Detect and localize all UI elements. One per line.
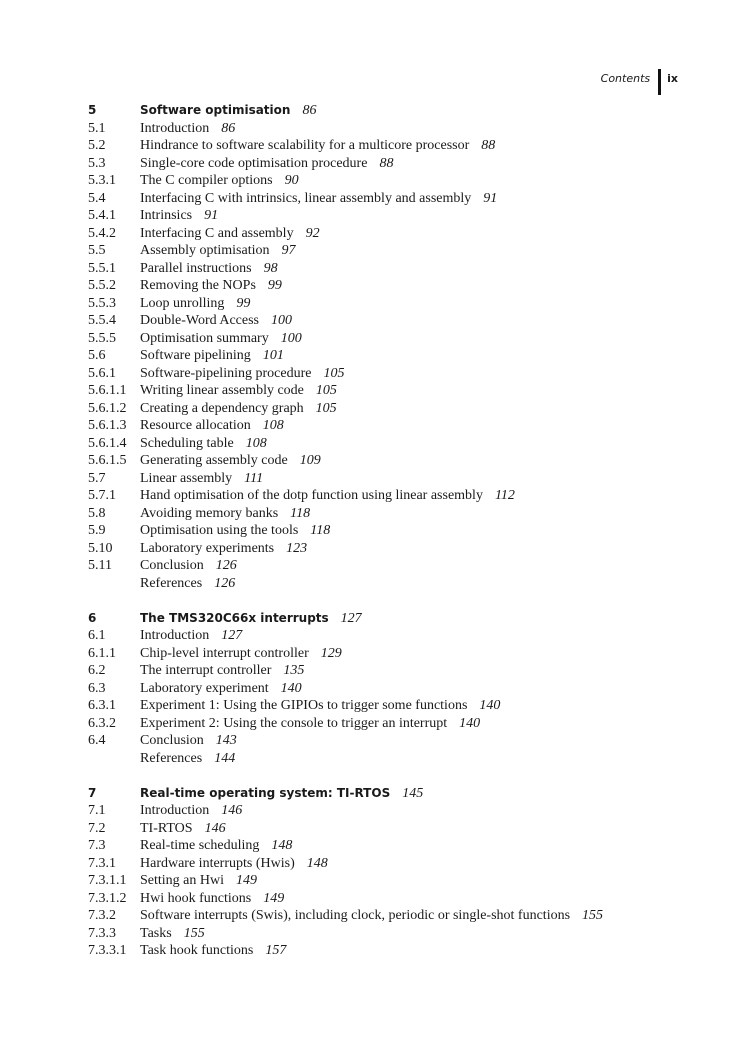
toc-entry-title: Conclusion [140,558,204,573]
toc-entry-title: TI-RTOS [140,820,193,836]
toc-entry-title: Laboratory experiment [140,680,269,696]
toc-entry-title: Optimisation using the tools [140,523,299,538]
toc-entry-title: Chip-level interrupt controller [140,645,309,661]
toc-entry-page: 157 [265,943,287,958]
toc-entry-title: Resource allocation [140,418,251,433]
toc-entry-title: Software pipelining [140,348,251,363]
toc-entry-page: 126 [215,558,237,573]
toc-entry-page: 155 [183,925,205,941]
toc-entry-title: Software optimisation [140,103,291,117]
toc-entry-number: 5 [88,103,97,117]
toc-entry-number: 5.5.2 [88,278,116,293]
section-gap [88,767,688,785]
toc-entry[interactable] [88,207,688,225]
toc-entry-page: 86 [221,120,236,136]
toc-entry[interactable] [88,312,688,330]
section-gap [88,592,688,610]
toc-entry[interactable] [88,452,688,470]
toc-entry-page: 99 [236,295,251,311]
toc-entry-number: 7.3.1.2 [88,890,127,906]
toc-entry-number [88,575,140,593]
toc-entry[interactable] [88,295,688,313]
running-title: Contents [600,72,651,85]
toc-entry-page: 126 [214,575,236,591]
toc-entry-title: Experiment 1: Using the GIPIOs to trigger some functions [140,698,468,713]
toc-chapter-entry[interactable] [88,610,688,628]
toc-entry[interactable] [88,137,688,155]
toc-entry[interactable] [88,505,688,523]
toc-entry-number: 5.7 [88,470,106,486]
toc-entry-number: 5.5 [88,243,106,258]
toc-entry-title: Double-Word Access [140,313,260,328]
toc-entry-title: Creating a dependency graph [140,400,304,416]
toc-entry[interactable] [88,645,688,663]
toc-entry-number: 7.1 [88,803,106,818]
toc-entry-title: Software interrupts (Swis), including clock, periodic or single-shot functions [140,908,571,923]
toc-entry-page: 108 [262,418,284,433]
toc-entry-title: The C compiler options [140,173,273,188]
toc-entry-page: 140 [280,680,302,696]
toc-entry[interactable] [88,190,688,208]
toc-entry-title: Removing the NOPs [140,278,256,293]
toc-entry-page: 88 [379,155,394,171]
toc-entry-number: 5.3.1 [88,173,116,188]
toc-entry-number: 7.3 [88,838,106,853]
toc-entry-title: Setting an Hwi [140,873,224,888]
toc-entry-page: 86 [302,103,317,118]
toc-entry[interactable] [88,417,688,435]
table-of-contents [88,102,688,960]
toc-entry[interactable] [88,732,688,750]
toc-entry-page: 90 [284,173,299,188]
toc-entry-title: Hand optimisation of the dotp function using linear assembly [140,488,483,503]
toc-entry-page: 98 [263,260,278,276]
toc-entry-page: 99 [267,278,282,293]
toc-entry-number: 5.6 [88,348,106,363]
toc-entry[interactable] [88,680,688,698]
toc-entry-title: Introduction [140,628,210,643]
toc-entry-number: 7.2 [88,820,106,836]
toc-entry-title: Writing linear assembly code [140,383,304,398]
toc-entry-title: Tasks [140,925,172,941]
toc-entry-page: 118 [310,523,331,538]
toc-entry-number: 6.4 [88,733,106,748]
toc-entry[interactable] [88,925,688,943]
toc-entry-title: Linear assembly [140,470,233,486]
toc-entry-number: 5.7.1 [88,488,116,503]
toc-entry-title: Assembly optimisation [140,243,270,258]
toc-entry-page: 100 [280,330,302,346]
toc-entry[interactable] [88,120,688,138]
toc-entry-number: 6.3.1 [88,698,116,713]
toc-entry-number: 5.8 [88,505,106,521]
toc-entry-number: 7.3.1.1 [88,873,127,888]
toc-entry-number: 5.6.1.2 [88,400,127,416]
toc-entry[interactable] [88,662,688,680]
toc-entry-title: The TMS320C66x interrupts [140,610,329,625]
toc-entry-page: 111 [244,470,264,486]
toc-entry-number: 7.3.2 [88,908,116,923]
toc-entry-number: 5.10 [88,540,113,556]
toc-entry-page: 105 [315,400,337,416]
toc-entry-number [88,750,140,768]
toc-entry-page: 149 [263,890,285,906]
toc-entry-page: 101 [262,348,284,363]
toc-entry-page: 91 [204,208,219,223]
toc-entry-number: 6.1.1 [88,645,116,661]
toc-entry-number: 5.11 [88,558,112,573]
toc-entry[interactable] [88,155,688,173]
toc-entry-title: References [140,750,203,766]
toc-entry-number: 7.3.1 [88,855,116,871]
toc-entry-title: Introduction [140,120,210,136]
toc-entry[interactable] [88,855,688,873]
toc-entry-title: Generating assembly code [140,453,288,468]
toc-entry-page: 129 [320,645,342,661]
toc-entry-page: 135 [283,663,305,678]
toc-entry-title: Real-time scheduling [140,838,260,853]
toc-entry[interactable] [88,540,688,558]
toc-entry-page: 123 [286,540,308,556]
toc-chapter-entry[interactable] [88,785,688,803]
toc-entry-title: Hwi hook functions [140,890,252,906]
toc-entry[interactable] [88,837,688,855]
toc-entry-number: 5.6.1.1 [88,383,127,398]
toc-entry-title: Introduction [140,803,210,818]
toc-entry-title: Real-time operating system: TI-RTOS [140,785,391,800]
toc-entry-title: References [140,575,203,591]
toc-chapter-entry[interactable] [88,102,688,120]
toc-entry-number: 7 [88,785,97,800]
toc-entry[interactable] [88,225,688,243]
toc-entry-page: 149 [236,873,257,888]
toc-entry-number: 5.5.3 [88,295,116,311]
toc-entry[interactable] [88,522,688,540]
toc-entry-number: 6 [88,610,97,625]
toc-entry-page: 155 [582,908,604,923]
toc-entry-page: 97 [281,243,296,258]
toc-entry-title: Loop unrolling [140,295,225,311]
toc-entry-page: 92 [305,225,320,241]
header-rule [658,69,661,95]
toc-entry[interactable] [88,277,688,295]
toc-entry-page: 140 [479,698,501,713]
toc-entry[interactable] [88,557,688,575]
toc-entry-page: 88 [481,138,496,153]
toc-entry[interactable] [88,697,688,715]
toc-entry[interactable] [88,907,688,925]
toc-entry-title: Interfacing C and assembly [140,225,294,241]
toc-entry-page: 105 [315,383,337,398]
toc-entry-page: 118 [290,505,311,521]
toc-entry[interactable] [88,627,688,645]
toc-entry-number: 5.5.1 [88,260,116,276]
toc-entry[interactable] [88,575,688,593]
toc-entry-page: 146 [204,820,226,836]
toc-entry-page: 144 [214,750,236,766]
toc-entry-number: 7.3.3.1 [88,943,127,958]
toc-entry[interactable] [88,172,688,190]
toc-entry-number: 5.5.5 [88,330,116,346]
toc-entry[interactable] [88,365,688,383]
toc-entry-title: Parallel instructions [140,260,252,276]
toc-entry-page: 143 [215,733,237,748]
toc-entry-number: 6.3.2 [88,715,116,731]
toc-entry-page: 91 [483,190,498,206]
toc-entry-title: Optimisation summary [140,330,269,346]
toc-entry[interactable] [88,750,688,768]
toc-entry-title: Task hook functions [140,943,254,958]
toc-entry-page: 145 [402,785,424,801]
toc-entry-page: 148 [306,855,328,871]
toc-entry-number: 7.3.3 [88,925,116,941]
toc-entry[interactable] [88,715,688,733]
toc-entry-title: Intrinsics [140,208,193,223]
toc-entry[interactable] [88,820,688,838]
toc-entry-title: Interfacing C with intrinsics, linear assembly and assembly [140,190,472,206]
toc-entry-page: 105 [323,365,345,381]
toc-entry-title: Hardware interrupts (Hwis) [140,855,295,871]
toc-entry-number: 5.2 [88,138,106,153]
toc-entry[interactable] [88,382,688,400]
toc-entry-number: 5.1 [88,120,106,136]
toc-entry-number: 5.3 [88,155,106,171]
toc-entry-number: 6.3 [88,680,106,696]
toc-entry-title: Scheduling table [140,435,234,451]
toc-entry[interactable] [88,242,688,260]
toc-entry-title: Single-core code optimisation procedure [140,155,368,171]
toc-entry-number: 5.4.1 [88,208,116,223]
toc-entry-number: 5.4.2 [88,225,116,241]
toc-entry-number: 5.9 [88,523,106,538]
toc-entry[interactable] [88,872,688,890]
toc-entry-number: 5.6.1.4 [88,435,127,451]
toc-entry-number: 5.6.1.3 [88,418,127,433]
toc-entry-title: Experiment 2: Using the console to trigger an interrupt [140,715,448,731]
toc-entry-page: 140 [459,715,481,731]
toc-entry-page: 108 [245,435,267,451]
page-number: ix [667,72,678,85]
toc-entry[interactable] [88,890,688,908]
toc-entry-page: 112 [494,488,515,503]
toc-entry-number: 6.1 [88,628,106,643]
toc-entry-number: 5.6.1 [88,365,116,381]
toc-entry-page: 100 [271,313,293,328]
toc-entry-page: 127 [340,610,362,626]
toc-entry[interactable] [88,260,688,278]
toc-entry-title: Avoiding memory banks [140,505,279,521]
toc-entry-number: 5.4 [88,190,106,206]
toc-entry-number: 6.2 [88,663,106,678]
toc-entry-title: Laboratory experiments [140,540,275,556]
toc-entry-page: 148 [271,838,293,853]
toc-entry[interactable] [88,470,688,488]
toc-entry[interactable] [88,330,688,348]
toc-entry-page: 109 [299,453,321,468]
toc-entry[interactable] [88,400,688,418]
toc-entry[interactable] [88,347,688,365]
toc-entry-number: 5.5.4 [88,313,116,328]
toc-entry-number: 5.6.1.5 [88,453,127,468]
toc-entry[interactable] [88,802,688,820]
toc-entry-page: 127 [221,628,243,643]
toc-entry[interactable] [88,487,688,505]
toc-entry-page: 146 [221,803,243,818]
toc-entry-title: Hindrance to software scalability for a multicore processor [140,138,470,153]
toc-entry-title: The interrupt controller [140,663,272,678]
toc-entry-title: Conclusion [140,733,204,748]
toc-entry[interactable] [88,942,688,960]
toc-entry[interactable] [88,435,688,453]
toc-entry-title: Software-pipelining procedure [140,365,312,381]
running-header [601,69,678,95]
